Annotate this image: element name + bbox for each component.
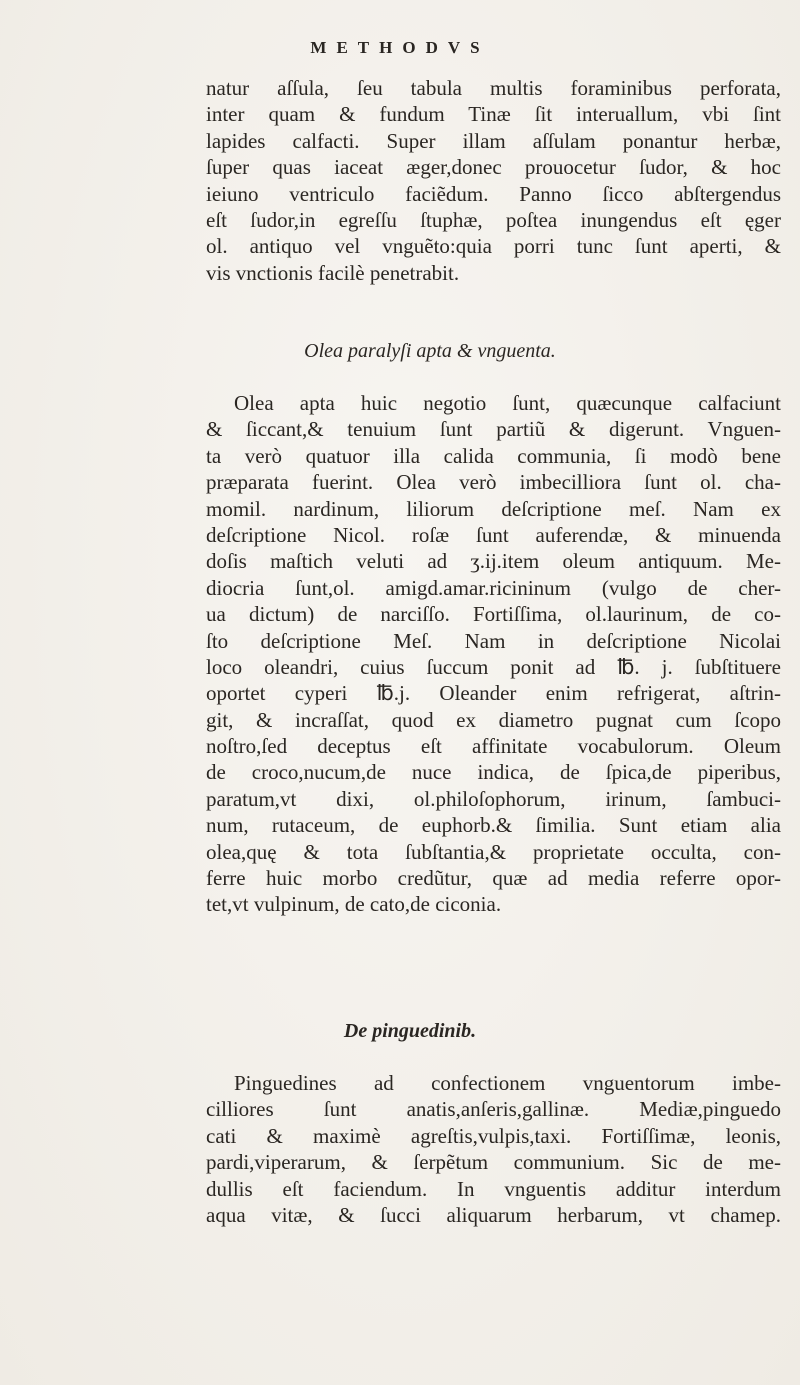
text-line: olea,quę & tota ſubſtantia,& proprietate occulta, con- <box>206 839 781 864</box>
text-line: Pinguedines ad confectionem vnguentorum imbe- <box>234 1071 781 1095</box>
text-line: cati & maximè agreſtis,vulpis,taxi. Fortiſſimæ, leonis, <box>206 1123 781 1148</box>
text-line: ua dictum) de narciſſo. Fortiſſima, ol.laurinum, de co- <box>206 602 781 627</box>
paragraph-olea <box>206 390 781 918</box>
text-line: de croco,nucum,de nuce indica, de ſpica,de piperibus, <box>206 760 781 785</box>
text-line: lapides calfacti. Super illam aſſulam ponantur herbæ, <box>206 128 781 153</box>
running-head: METHODVS <box>310 38 490 57</box>
text-line: Olea apta huic negotio ſunt, quæcunque calfaciunt <box>234 391 781 415</box>
text-line: præparata fuerint. Olea verò imbecilliora ſunt ol. cha- <box>206 470 781 495</box>
text-line: cilliores ſunt anatis,anſeris,gallinæ. Mediæ,pinguedo <box>206 1097 781 1122</box>
text-line: deſcriptione Nicol. roſæ ſunt auferendæ, & minuenda <box>206 522 781 547</box>
section-heading-olea: Olea paralyſi apta & vnguenta. <box>304 340 556 362</box>
text-line: tet,vt vulpinum, de cato,de ciconia. <box>206 892 502 917</box>
text-line: git, & incraſſat, quod ex diametro pugnat cum ſcopo <box>206 707 781 732</box>
text-line: ieiuno ventriculo faciẽdum. Panno ſicco abſtergendus <box>206 181 781 206</box>
text-line: eſt ſudor,in egreſſu ſtuphæ, poſtea inungendus eſt ęger <box>206 207 781 232</box>
text-line: diocria ſunt,ol. amigd.amar.ricininum (vulgo de cher- <box>206 575 781 600</box>
text-line: momil. nardinum, liliorum deſcriptione meſ. Nam ex <box>206 496 781 521</box>
text-line: ſuper quas iaceat æger,donec prouocetur ſudor, & hoc <box>206 155 781 180</box>
text-line: ferre huic morbo credũtur, quæ ad media referre opor- <box>206 866 781 891</box>
text-line: loco oleandri, cuius ſuccum ponit ad ℔. j. ſubſtituere <box>206 654 781 679</box>
text-line: paratum,vt dixi, ol.philoſophorum, irinum, ſambuci- <box>206 786 781 811</box>
text-line: noſtro,ſed deceptus eſt affinitate vocabulorum. Oleum <box>206 734 781 759</box>
text-line: oportet cyperi ℔.j. Oleander enim refrigerat, aſtrin- <box>206 681 781 706</box>
text-line: natur aſſula, ſeu tabula multis foraminibus perforata, <box>206 76 781 100</box>
text-line: ol. antiquo vel vnguẽto:quia porri tunc ſunt aperti, & <box>206 234 781 259</box>
paragraph-continuation <box>206 75 781 286</box>
section-heading-pinguedines: De pinguedinib. <box>343 1020 477 1042</box>
text-line: num, rutaceum, de euphorb.& ſimilia. Sunt etiam alia <box>206 813 781 838</box>
text-line: ſto deſcriptione Meſ. Nam in deſcriptione Nicolai <box>206 628 781 653</box>
text-line: ta verò quatuor illa calida communia, ſi modò bene <box>206 443 781 468</box>
text-line: pardi,viperarum, & ſerpẽtum communium. Sic de me- <box>206 1150 781 1175</box>
text-line: aqua vitæ, & ſucci aliquarum herbarum, vt chamep. <box>206 1202 781 1227</box>
text-line: inter quam & fundum Tinæ ſit interuallum, vbi ſint <box>206 102 781 127</box>
text-line: dullis eſt faciendum. In vnguentis additur interdum <box>206 1176 781 1201</box>
paragraph-pinguedines <box>206 1070 781 1228</box>
text-line: & ſiccant,& tenuium ſunt partiũ & digerunt. Vnguen- <box>206 417 781 442</box>
text-line: doſis maſtich veluti ad ʒ.ij.item oleum antiquum. Me- <box>206 549 781 574</box>
text-line: vis vnctionis facilè penetrabit. <box>206 260 460 285</box>
